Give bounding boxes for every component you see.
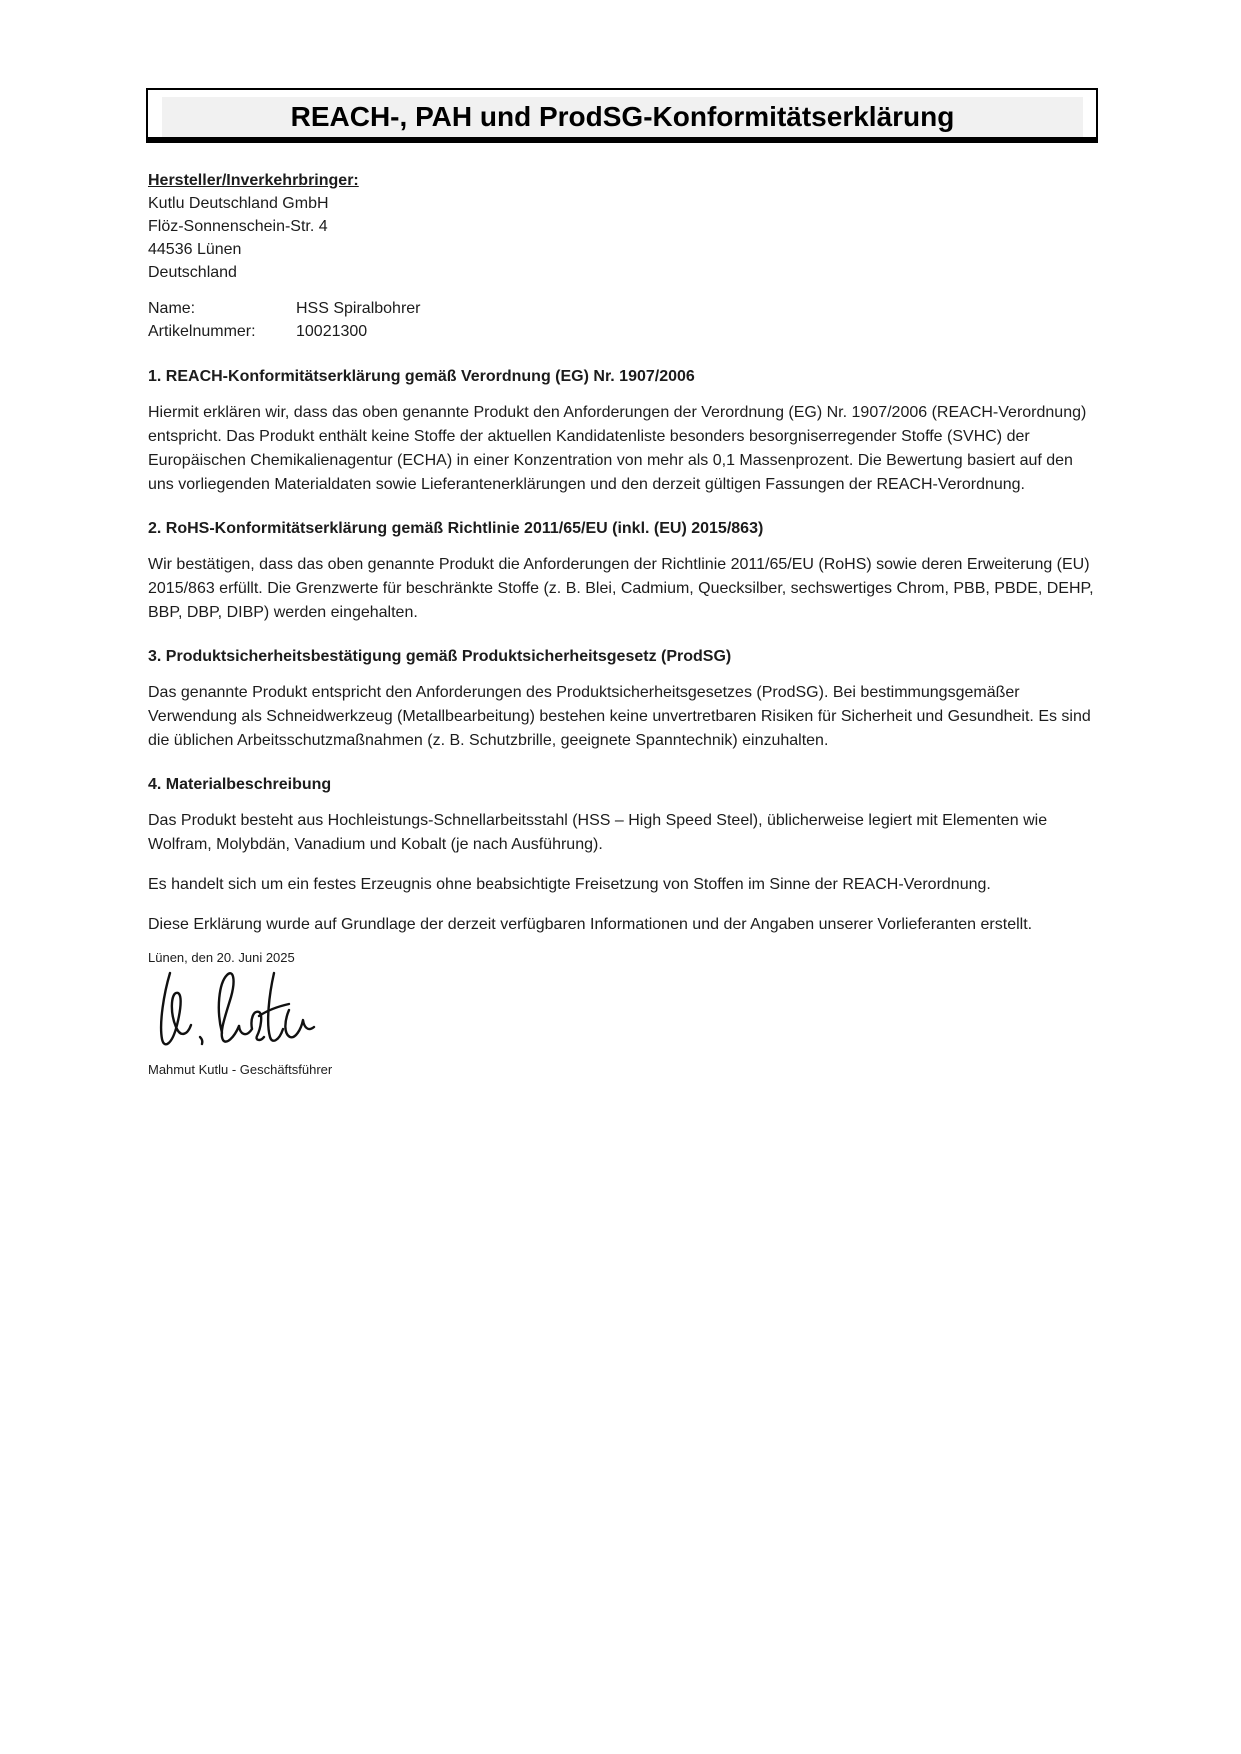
section-material-paragraph-3: Diese Erklärung wurde auf Grundlage der derzeit verfügbaren Informationen und der Angaben unserer Vorlieferanten erstellt. xyxy=(148,916,1033,933)
section-material-paragraph-2: Es handelt sich um ein festes Erzeugnis ohne beabsichtigte Freisetzung von Stoffen im Sinne der REACH-Verordnung. xyxy=(148,876,991,893)
manufacturer-city: 44536 Lünen xyxy=(148,241,242,258)
section-prodsg-heading: 3. Produktsicherheitsbestätigung gemäß Produktsicherheitsgesetz (ProdSG) xyxy=(148,648,732,665)
manufacturer-label: Hersteller/Inverkehrbringer: xyxy=(148,172,359,189)
section-rohs-heading: 2. RoHS-Konformitätserklärung gemäß Richtlinie 2011/65/EU (inkl. (EU) 2015/863) xyxy=(148,520,764,537)
signatory-name: Mahmut Kutlu - Geschäftsführer xyxy=(148,1062,333,1077)
section-material-paragraph-1: Das Produkt besteht aus Hochleistungs-Schnellarbeitsstahl (HSS – High Speed Steel), üblicherweise legiert mit Elementen wie Wolfram, Molybdän, Vanadium und Kobalt (je nach Ausführung). xyxy=(148,812,1048,853)
section-reach xyxy=(148,365,1098,497)
manufacturer-company: Kutlu Deutschland GmbH xyxy=(148,195,329,212)
signature-image xyxy=(154,967,334,1057)
section-rohs-paragraph: Wir bestätigen, dass das oben genannte Produkt die Anforderungen der Richtlinie 2011/65/EU (RoHS) sowie deren Erweiterung (EU) 2015/863 erfüllt. Die Grenzwerte für beschränkte Stoffe (z. B. Blei, Cadmium, Quecksilber, sechswertiges Chrom, PBB, PBDE, DEHP, BBP, DBP, DIBP) werden eingehalten. xyxy=(148,556,1094,621)
article-number-row xyxy=(148,320,1098,343)
handwritten-signature-icon xyxy=(154,967,334,1057)
section-material xyxy=(148,773,1098,937)
section-material-heading: 4. Materialbeschreibung xyxy=(148,776,332,793)
product-name-row xyxy=(148,297,1098,320)
article-number-label: Artikelnummer: xyxy=(148,323,256,340)
manufacturer-country: Deutschland xyxy=(148,264,237,281)
product-name-label: Name: xyxy=(148,300,196,317)
article-number-value: 10021300 xyxy=(296,323,368,340)
section-reach-paragraph: Hiermit erklären wir, dass das oben genannte Produkt den Anforderungen der Verordnung (EG) Nr. 1907/2006 (REACH-Verordnung) entspricht. Das Produkt enthält keine Stoffe der aktuellen Kandidatenliste besonders besorgniserregender Stoffe (SVHC) der Europäischen Chemikalienagentur (ECHA) in einer Konzentration von mehr als 0,1 Massenprozent. Die Bewertung basiert auf den uns vorliegenden Materialdaten sowie Lieferantenerklärungen und den derzeit gültigen Fassungen der REACH-Verordnung. xyxy=(148,404,1087,493)
document-title: REACH-, PAH und ProdSG-Konformitätserklärung xyxy=(290,101,955,132)
title-box xyxy=(146,88,1098,143)
section-reach-heading: 1. REACH-Konformitätserklärung gemäß Verordnung (EG) Nr. 1907/2006 xyxy=(148,368,695,385)
manufacturer-block xyxy=(148,169,1098,284)
product-name-value: HSS Spiralbohrer xyxy=(296,300,421,317)
place-date: Lünen, den 20. Juni 2025 xyxy=(148,950,295,965)
product-info xyxy=(148,297,1098,343)
manufacturer-street: Flöz-Sonnenschein-Str. 4 xyxy=(148,218,328,235)
section-prodsg-paragraph: Das genannte Produkt entspricht den Anforderungen des Produktsicherheitsgesetzes (ProdSG). Bei bestimmungsgemäßer Verwendung als Schneidwerkzeug (Metallbearbeitung) bestehen keine unvertretbaren Risiken für Sicherheit und Gesundheit. Es sind die üblichen Arbeitsschutzmaßnahmen (z. B. Schutzbrille, geeignete Spanntechnik) einzuhalten. xyxy=(148,684,1091,749)
section-rohs xyxy=(148,517,1098,625)
section-prodsg xyxy=(148,645,1098,753)
title-background-band xyxy=(162,97,1083,137)
